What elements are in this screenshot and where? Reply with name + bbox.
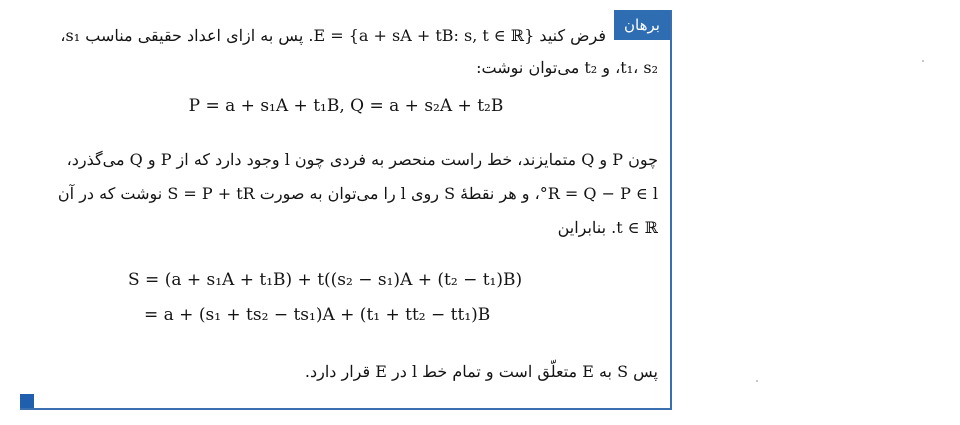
proof-label: برهان — [614, 10, 670, 40]
equation-s-expansion: S = (a + s₁A + t₁B) + t((s₂ − s₁)A + (t₂ − t₁)B) — [128, 270, 523, 290]
proof-line-1: فرض کنید E = {a + sA + tB: s, t ∈ ℝ}. پس به ازای اعداد حقیقی مناسب s₁، — [60, 26, 606, 45]
scan-speck — [756, 380, 758, 382]
proof-line-5: t ∈ ℝ. بنابراین — [557, 218, 658, 237]
equation-p-q: P = a + s₁A + t₁B, Q = a + s₂A + t₂B — [188, 96, 504, 116]
equation-s-simplified: = a + (s₁ + ts₂ − ts₁)A + (t₁ + tt₂ − tt₁)B — [144, 305, 491, 325]
proof-conclusion: پس S به E متعلّق است و تمام خط l در E قرار دارد. — [304, 362, 658, 381]
proof-line-4: R = Q − P ∈ l°، و هر نقطهٔ S روی l را می‌توان به صورت S = P + tR نوشت که در آن — [57, 184, 658, 203]
proof-line-2: t₁، s₂، و t₂ می‌توان نوشت: — [476, 58, 658, 77]
scan-speck — [922, 60, 924, 62]
proof-box — [20, 10, 672, 410]
proof-line-3: چون P و Q متمایزند، خط راست منحصر به فردی چون l وجود دارد که از P و Q می‌گذرد، — [66, 150, 658, 169]
end-of-proof-marker — [20, 394, 34, 408]
